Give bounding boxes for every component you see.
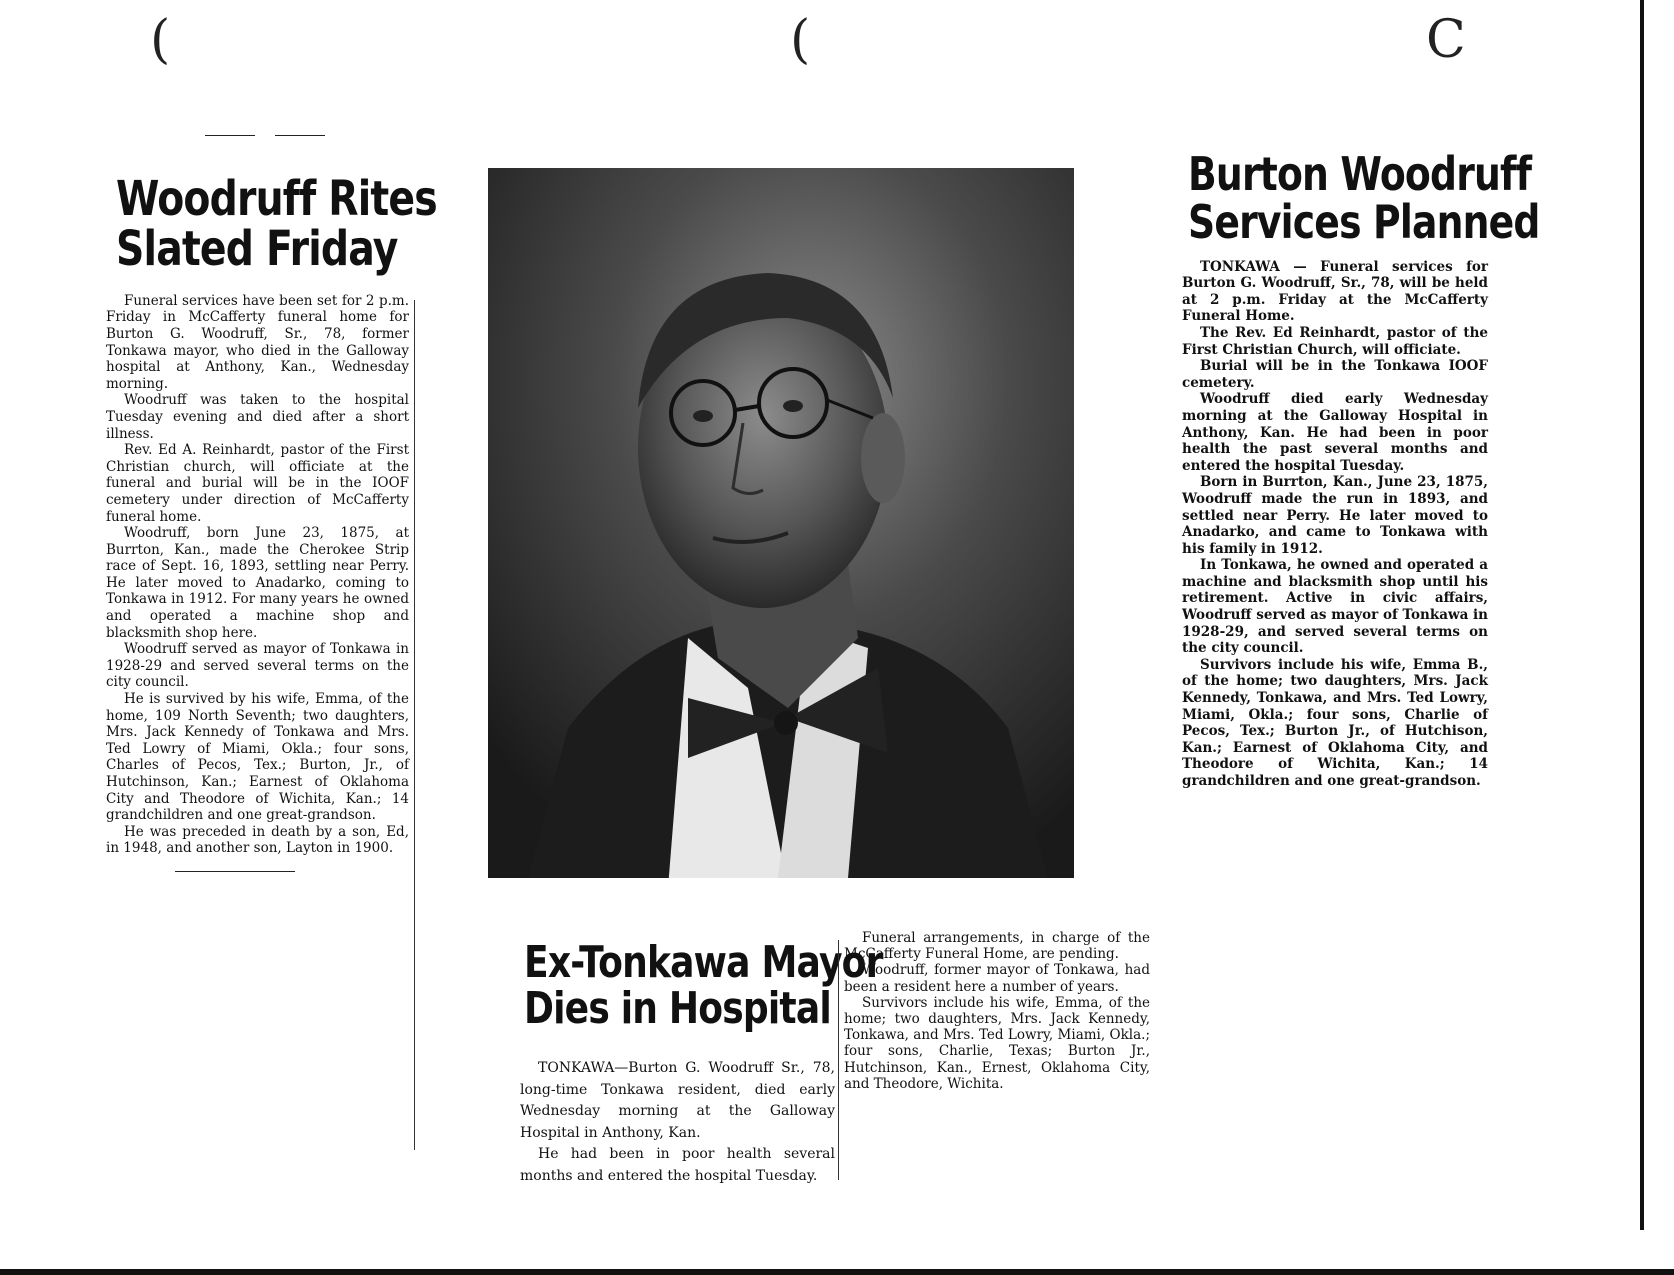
portrait-image <box>488 168 1074 878</box>
paragraph: Funeral services have been set for 2 p.m. Friday in McCafferty funeral home for Burton G. Woodruff, Sr., 78, former Tonkawa mayor, who died in the Galloway hospital at Anthony, Kan., Wednesday morning. <box>106 292 409 392</box>
article-body-continued <box>844 930 1150 1092</box>
headline-line-2: Slated Friday <box>116 221 398 278</box>
paragraph: TONKAWA — Funeral services for Burton G. Woodruff, Sr., 78, will be held at 2 p.m. Friday at the McCafferty Funeral Home. <box>1182 258 1488 325</box>
paragraph: Born in Burrton, Kan., June 23, 1875, Woodruff made the run in 1893, and settled near Perry. He later moved to Anadarko, and came to Tonkawa with his family in 1912. <box>1182 474 1488 557</box>
paragraph: Funeral arrangements, in charge of the McCafferty Funeral Home, are pending. <box>844 930 1150 963</box>
bottom-clipping <box>520 930 883 1187</box>
punch-hole-left: ( <box>150 10 171 70</box>
punch-hole-center: ( <box>790 10 811 70</box>
headline <box>1188 147 1540 250</box>
headline <box>524 937 883 1035</box>
punch-hole-right: C <box>1426 10 1466 70</box>
headline-line-1: Ex-Tonkawa Mayor <box>524 937 883 988</box>
top-rules <box>205 135 345 136</box>
page-edge-right <box>1640 0 1644 1230</box>
paragraph: The Rev. Ed Reinhardt, pastor of the First Christian Church, will officiate. <box>1182 324 1488 358</box>
headline-line-2: Services Planned <box>1188 195 1540 250</box>
headline-line-1: Burton Woodruff <box>1188 147 1532 201</box>
paragraph: Survivors include his wife, Emma B., of the home; two daughters, Mrs. Jack Kennedy, Tonkawa, and Mrs. Ted Lowry, Miami, Okla.; four sons, Charlie of Pecos, Tex.; Burton Jr., of Hutchison, Kan.; Earnest of Oklahoma City, and Theodore of Wichita, Kan.; 14 grandchildren and one great-grandson. <box>1182 656 1488 789</box>
article-body <box>100 293 415 857</box>
paragraph: Woodruff died early Wednesday morning at the Galloway Hospital in Anthony, Kan. He had been in poor health the past several months and entered the hospital Tuesday. <box>1182 391 1488 474</box>
headline-line-1: Woodruff Rites <box>116 171 437 227</box>
paragraph: Rev. Ed A. Reinhardt, pastor of the First Christian church, will officiate at the funeral and burial will be in the IOOF cemetery under direction of McCafferty funeral home. <box>106 442 409 525</box>
paragraph: Woodruff, born June 23, 1875, at Burrton, Kan., made the Cherokee Strip race of Sept. 16, 1893, settling near Perry. He later moved to Anadarko, coming to Tonkawa in 1912. For many years he owned and operated a machine shop and blacksmith shop here. <box>106 525 409 641</box>
paragraph: TONKAWA—Burton G. Woodruff Sr., 78, long-time Tonkawa resident, died early Wednesday morning at the Galloway Hospital in Anthony, Kan. <box>520 1060 835 1141</box>
right-clipping <box>1182 147 1540 790</box>
paragraph: Woodruff was taken to the hospital Tuesday evening and died after a short illness. <box>106 392 409 442</box>
paragraph: He had been in poor health several months and entered the hospital Tuesday. <box>520 1146 835 1184</box>
page-edge-bottom <box>0 1269 1674 1275</box>
column-rule <box>838 940 839 1180</box>
paragraph: Burial will be in the Tonkawa IOOF cemetery. <box>1182 358 1488 391</box>
paragraph: Woodruff, former mayor of Tonkawa, had been a resident here a number of years. <box>844 962 1150 995</box>
paragraph: In Tonkawa, he owned and operated a machine and blacksmith shop until his retirement. Active in civic affairs, Woodruff served as mayor of Tonkawa in 1928-29, and served several terms on the city council. <box>1182 557 1488 657</box>
paragraph: Woodruff served as mayor of Tonkawa in 1928-29 and served several terms on the city council. <box>106 641 409 691</box>
bottom-clipping-continued <box>844 930 1150 1092</box>
bottom-rule <box>175 871 295 872</box>
rule <box>205 135 255 136</box>
headline-line-2: Dies in Hospital <box>524 983 831 1035</box>
article-body <box>1182 247 1488 790</box>
article-body <box>520 1058 835 1187</box>
paragraph: Survivors include his wife, Emma, of the home; two daughters, Mrs. Jack Kennedy, Tonkawa, and Mrs. Ted Lowry, Miami, Okla.; four sons, Charlie, Texas; Burton Jr., Hutchinson, Kan., Ernest, Oklahoma City, and Theodore, Wichita. <box>844 994 1150 1092</box>
left-clipping <box>100 135 437 872</box>
paragraph: He was preceded in death by a son, Ed, in 1948, and another son, Layton in 1900. <box>106 823 409 857</box>
headline <box>116 171 437 278</box>
column-rule <box>414 300 415 1150</box>
paragraph: He is survived by his wife, Emma, of the home, 109 North Seventh; two daughters, Mrs. Jack Kennedy of Tonkawa and Mrs. Ted Lowry of Miami, Okla.; four sons, Charles of Pecos, Tex.; Burton, Jr., of Hutchinson, Kan.; Earnest of Oklahoma City and Theodore of Wichita, Kan.; 14 grandchildren and one great-grandson. <box>106 691 409 824</box>
rule <box>275 135 325 136</box>
portrait-photo <box>488 168 1074 878</box>
